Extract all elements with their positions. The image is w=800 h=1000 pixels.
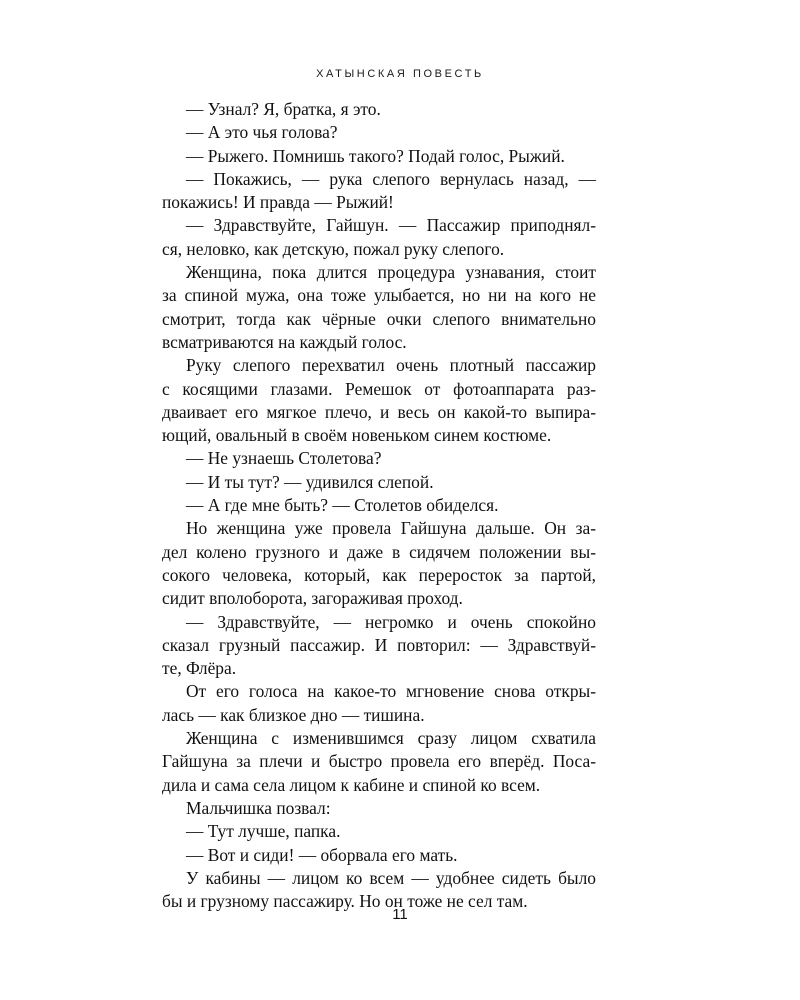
text-line: всматриваются на каждый голос.: [162, 331, 407, 352]
text-line: — Не узнаешь Столетова?: [186, 448, 382, 469]
text-line: покажись! И правда — Рыжий!: [162, 192, 394, 213]
text-line: Женщина с изменившимся сразу лицом схватила: [186, 728, 596, 749]
text-line: дила и сама села лицом к кабине и спиной ко всем.: [162, 774, 541, 795]
text-line: сокого человека, который, как переросток за партой,: [162, 564, 596, 585]
page-number: 11: [392, 906, 408, 923]
text-line: — Тут лучше, папка.: [186, 821, 341, 842]
text-line: сказал грузный пассажир. И повторил: — Здравствуй-: [162, 634, 596, 655]
text-line: лась — как близкое дно — тишина.: [162, 704, 425, 725]
text-line: с косящими глазами. Ремешок от фотоаппарата раз-: [162, 378, 596, 399]
text-line: Мальчишка позвал:: [186, 797, 331, 818]
text-line: ся, неловко, как детскую, пожал руку слепого.: [162, 238, 505, 259]
text-line: ющий, овальный в своём новеньком синем костюме.: [162, 425, 552, 446]
text-line: дваивает его мягкое плечо, и весь он какой-то выпира-: [162, 401, 596, 422]
text-line: — Рыжего. Помнишь такого? Подай голос, Рыжий.: [186, 145, 565, 166]
text-line: — Здравствуйте, — негромко и очень спокойно: [186, 611, 596, 632]
text-line: те, Флёра.: [162, 658, 237, 679]
text-line: — И ты тут? — удивился слепой.: [186, 471, 434, 492]
text-line: — Вот и сиди! — оборвала его мать.: [186, 844, 458, 865]
text-line: — А это чья голова?: [186, 122, 338, 143]
text-line: Гайшуна за плечи и быстро провела его вперёд. Поса-: [162, 751, 596, 772]
text-line: Руку слепого перехватил очень плотный пассажир: [186, 355, 596, 376]
text-line: за спиной мужа, она тоже улыбается, но ни на кого не: [162, 285, 596, 306]
text-line: У кабины — лицом ко всем — удобнее сидеть было: [186, 867, 596, 888]
text-line: бы и грузному пассажиру. Но он тоже не сел там.: [162, 891, 528, 912]
text-line: Женщина, пока длится процедура узнавания, стоит: [186, 262, 596, 283]
text-line: — Узнал? Я, братка, я это.: [186, 99, 381, 119]
body-text: [162, 98, 596, 913]
text-line: — А где мне быть? — Столетов обиделся.: [186, 495, 499, 516]
text-line: — Здравствуйте, Гайшун. — Пассажир приподнял-: [186, 215, 596, 236]
text-line: дел колено грузного и даже в сидячем положении вы-: [162, 541, 596, 562]
text-line: Но женщина уже провела Гайшуна дальше. Он за-: [186, 518, 596, 539]
text-line: — Покажись, — рука слепого вернулась назад, —: [186, 168, 596, 189]
text-line: сидит вполоборота, загораживая проход.: [162, 588, 463, 609]
text-line: смотрит, тогда как чёрные очки слепого внимательно: [162, 308, 596, 329]
text-line: От его голоса на какое-то мгновение снова откры-: [186, 681, 596, 702]
running-header: ХАТЫНСКАЯ ПОВЕСТЬ: [316, 68, 484, 80]
